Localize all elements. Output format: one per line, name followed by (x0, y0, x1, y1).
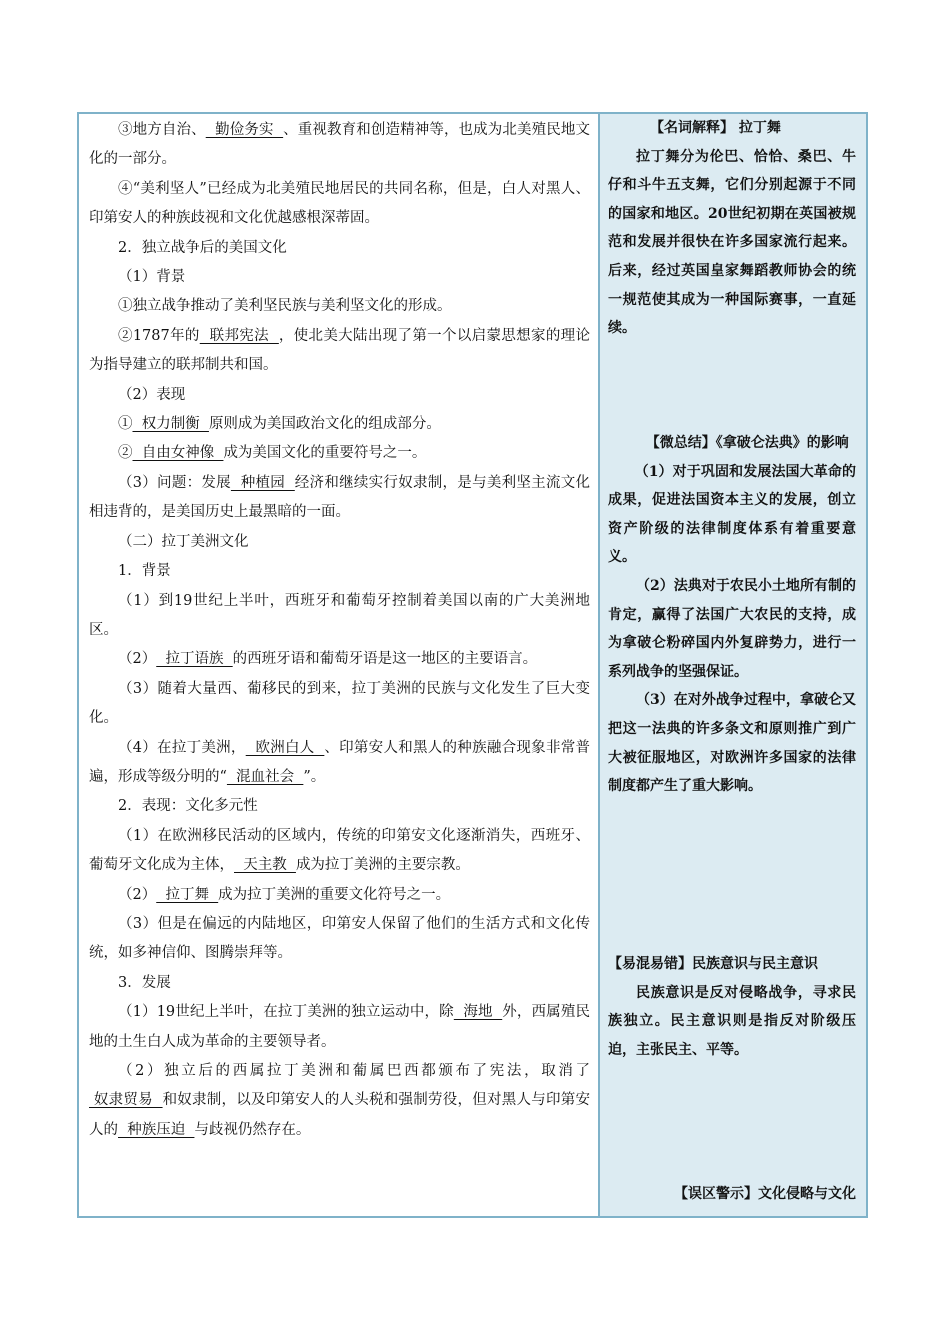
subheading: 2．表现：文化多元性 (118, 798, 258, 815)
note-title: 【名词解释】 拉丁舞 (650, 120, 781, 136)
note-title: 【微总结】《拿破仑法典》的影响 (645, 435, 849, 451)
section-heading: 2．独立战争后的美国文化 (118, 239, 287, 256)
note-text: （3）在对外战争过程中，拿破仑又把这一法典的许多条文和原则推广到广大被征服地区，对欧洲许多国家的法律制度都产生了重大影响。 (608, 692, 856, 795)
note-title: 【易混易错】民族意识与民主意识 (608, 956, 818, 972)
paragraph: ② 自由女神像 成为美国文化的重要符号之一。 (118, 445, 427, 462)
answer-blank: 海地 (453, 1004, 503, 1021)
note-text: （1）对于巩固和发展法国大革命的成果，促进法国资本主义的发展，创立资产阶级的法律制度体系有着重要意义。 (608, 463, 856, 566)
answer-blank: 奴隶贸易 (89, 1092, 163, 1109)
subheading: 1．背景 (118, 563, 171, 580)
answer-blank: 权力制衡 (132, 416, 209, 433)
subheading: （2）表现 (118, 386, 186, 403)
note-box-confusable (608, 950, 856, 1064)
sidebar-notes-column (600, 114, 866, 1216)
note-box-warning (608, 1180, 856, 1209)
paragraph: ④“美利坚人”已经成为北美殖民地居民的共同名称，但是，白人对黑人、印第安人的种族歧视和文化优越感根深蒂固。 (89, 180, 590, 227)
answer-blank: 勤俭务实 (205, 122, 284, 138)
answer-blank: 联邦宪法 (199, 327, 279, 344)
paragraph: （2） 拉丁语族 的西班牙语和葡萄牙语是这一地区的主要语言。 (118, 651, 538, 668)
note-text: 拉丁舞分为伦巴、恰恰、桑巴、牛仔和斗牛五支舞，它们分别起源于不同的国家和地区。20世纪初期在英国被规范和发展并很快在许多国家流行起来。后来，经过英国皇家舞蹈教师协会的统一规范使其成为一种国际赛事，一直延续。 (608, 148, 856, 337)
answer-blank: 拉丁语族 (156, 651, 233, 668)
paragraph: （1）在欧洲移民活动的区域内，传统的印第安文化逐渐消失，西班牙、葡萄牙文化成为主体， 天主教 成为拉丁美洲的主要宗教。 (89, 827, 590, 874)
answer-blank: 欧洲白人 (245, 739, 325, 756)
paragraph: ③地方自治、 勤俭务实 、重视教育和创造精神等，也成为北美殖民地文化的一部分。 (89, 122, 591, 168)
section-heading: （二）拉丁美洲文化 (118, 533, 249, 550)
note-box-term-explanation (608, 114, 856, 343)
paragraph: （2） 拉丁舞 成为拉丁美洲的重要文化符号之一。 (118, 886, 451, 903)
main-text-column (79, 114, 600, 1216)
answer-blank: 拉丁舞 (156, 886, 219, 903)
paragraph: （4）在拉丁美洲， 欧洲白人 、印第安人和黑人的种族融合现象非常普遍，形成等级分明的“ 混血社会 ”。 (89, 739, 591, 785)
answer-blank: 种族压迫 (118, 1121, 195, 1138)
paragraph: （1）19世纪上半叶，在拉丁美洲的独立运动中，除 海地 外，西属殖民地的土生白人成为革命的主要领导者。 (89, 1004, 590, 1050)
note-text: （2）法典对于农民小土地所有制的肯定，赢得了法国广大农民的支持，成为拿破仑粉碎国内外复辟势力，进行一系列战争的坚强保证。 (608, 577, 856, 680)
paragraph: （1）到19世纪上半叶，西班牙和葡萄牙控制着美国以南的广大美洲地区。 (89, 592, 590, 638)
note-box-summary (608, 429, 856, 801)
paragraph: ②1787年的 联邦宪法 ，使北美大陆出现了第一个以启蒙思想家的理论为指导建立的联邦制共和国。 (89, 327, 591, 374)
subheading: （1）背景 (118, 269, 186, 286)
answer-blank: 天主教 (234, 857, 296, 874)
answer-blank: 自由女神像 (132, 445, 224, 462)
answer-blank: 混血社会 (226, 768, 304, 785)
subheading: 3．发展 (118, 974, 171, 991)
paragraph: （2）独立后的西属拉丁美洲和葡属巴西都颁布了宪法，取消了 奴隶贸易 和奴隶制，以及印第安人的人头税和强制劳役，但对黑人与印第安人的 种族压迫 与歧视仍然存在。 (89, 1063, 590, 1138)
content-table (77, 112, 868, 1218)
paragraph: （3）问题：发展 种植园 经济和继续实行奴隶制，是与美利坚主流文化相违背的，是美国历史上最黑暗的一面。 (89, 474, 590, 521)
note-title: 【误区警示】文化侵略与文化 (674, 1186, 856, 1202)
paragraph: （3）但是在偏远的内陆地区，印第安人保留了他们的生活方式和文化传统，如多神信仰、图腾崇拜等。 (89, 915, 590, 962)
answer-blank: 种植园 (230, 474, 295, 491)
paragraph: ① 权力制衡 原则成为美国政治文化的组成部分。 (118, 416, 441, 433)
paragraph: （3）随着大量西、葡移民的到来，拉丁美洲的民族与文化发生了巨大变化。 (89, 680, 590, 727)
paragraph: ①独立战争推动了美利坚民族与美利坚文化的形成。 (118, 298, 452, 315)
note-text: 民族意识是反对侵略战争，寻求民族独立。民主意识则是指反对阶级压迫，主张民主、平等。 (608, 984, 856, 1058)
